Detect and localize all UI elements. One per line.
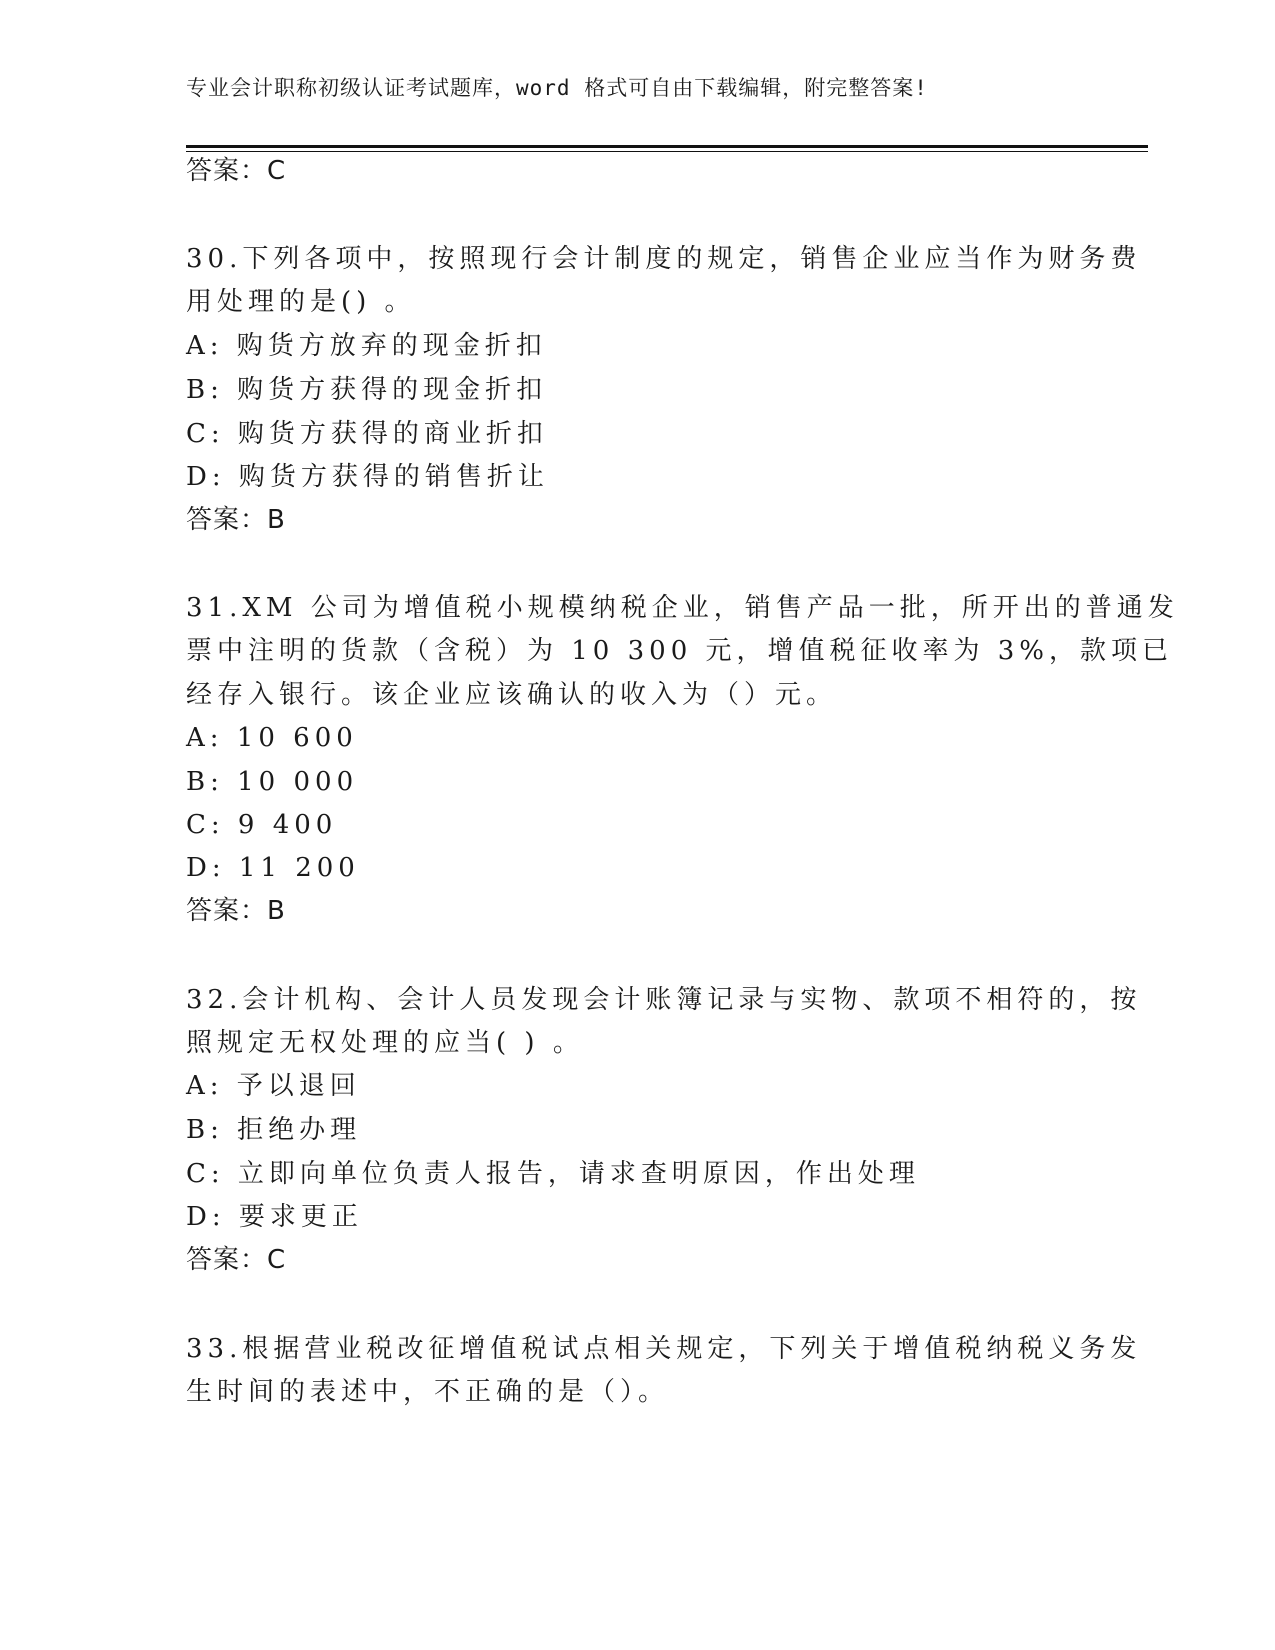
answer-line: 答案：B	[186, 896, 286, 926]
question-option: B: 购货方获得的现金折扣	[186, 375, 548, 405]
question-option: A: 10 600	[186, 723, 358, 753]
question-stem-line: 30.下列各项中，按照现行会计制度的规定，销售企业应当作为财务费	[186, 244, 1142, 274]
question-stem-line: 照规定无权处理的应当( ) 。	[186, 1028, 584, 1058]
header-rule-thick	[186, 145, 1148, 148]
question-stem-line: 生时间的表述中，不正确的是（）。	[186, 1377, 670, 1407]
question-option: D: 11 200	[186, 853, 360, 883]
question-option: A: 购货方放弃的现金折扣	[186, 331, 547, 361]
page-header: 专业会计职称初级认证考试题库，word 格式可自由下载编辑，附完整答案!	[186, 76, 928, 100]
question-option: D: 要求更正	[186, 1202, 363, 1232]
question-option: C: 购货方获得的商业折扣	[186, 419, 548, 449]
question-stem-line: 32.会计机构、会计人员发现会计账簿记录与实物、款项不相符的，按	[186, 985, 1142, 1015]
question-stem-line: 经存入银行。该企业应该确认的收入为（）元。	[186, 680, 838, 710]
answer-line: 答案：C	[186, 1245, 287, 1275]
question-option: C: 立即向单位负责人报告，请求查明原因，作出处理	[186, 1159, 920, 1189]
question-option: A: 予以退回	[186, 1071, 361, 1101]
question-option: D: 购货方获得的销售折让	[186, 462, 549, 492]
question-stem-line: 33.根据营业税改征增值税试点相关规定，下列关于增值税纳税义务发	[186, 1334, 1142, 1364]
question-option: C: 9 400	[186, 810, 338, 840]
answer-line: 答案：B	[186, 505, 286, 535]
question-option: B: 10 000	[186, 767, 359, 797]
question-stem-line: 用处理的是() 。	[186, 287, 416, 317]
question-stem-line: 31.XM 公司为增值税小规模纳税企业，销售产品一批，所开出的普通发	[186, 593, 1179, 623]
question-option: B: 拒绝办理	[186, 1115, 362, 1145]
header-rule-thin	[186, 151, 1148, 152]
answer-line: 答案：C	[186, 156, 287, 186]
question-stem-line: 票中注明的货款（含税）为 10 300 元，增值税征收率为 3%，款项已	[186, 636, 1174, 666]
